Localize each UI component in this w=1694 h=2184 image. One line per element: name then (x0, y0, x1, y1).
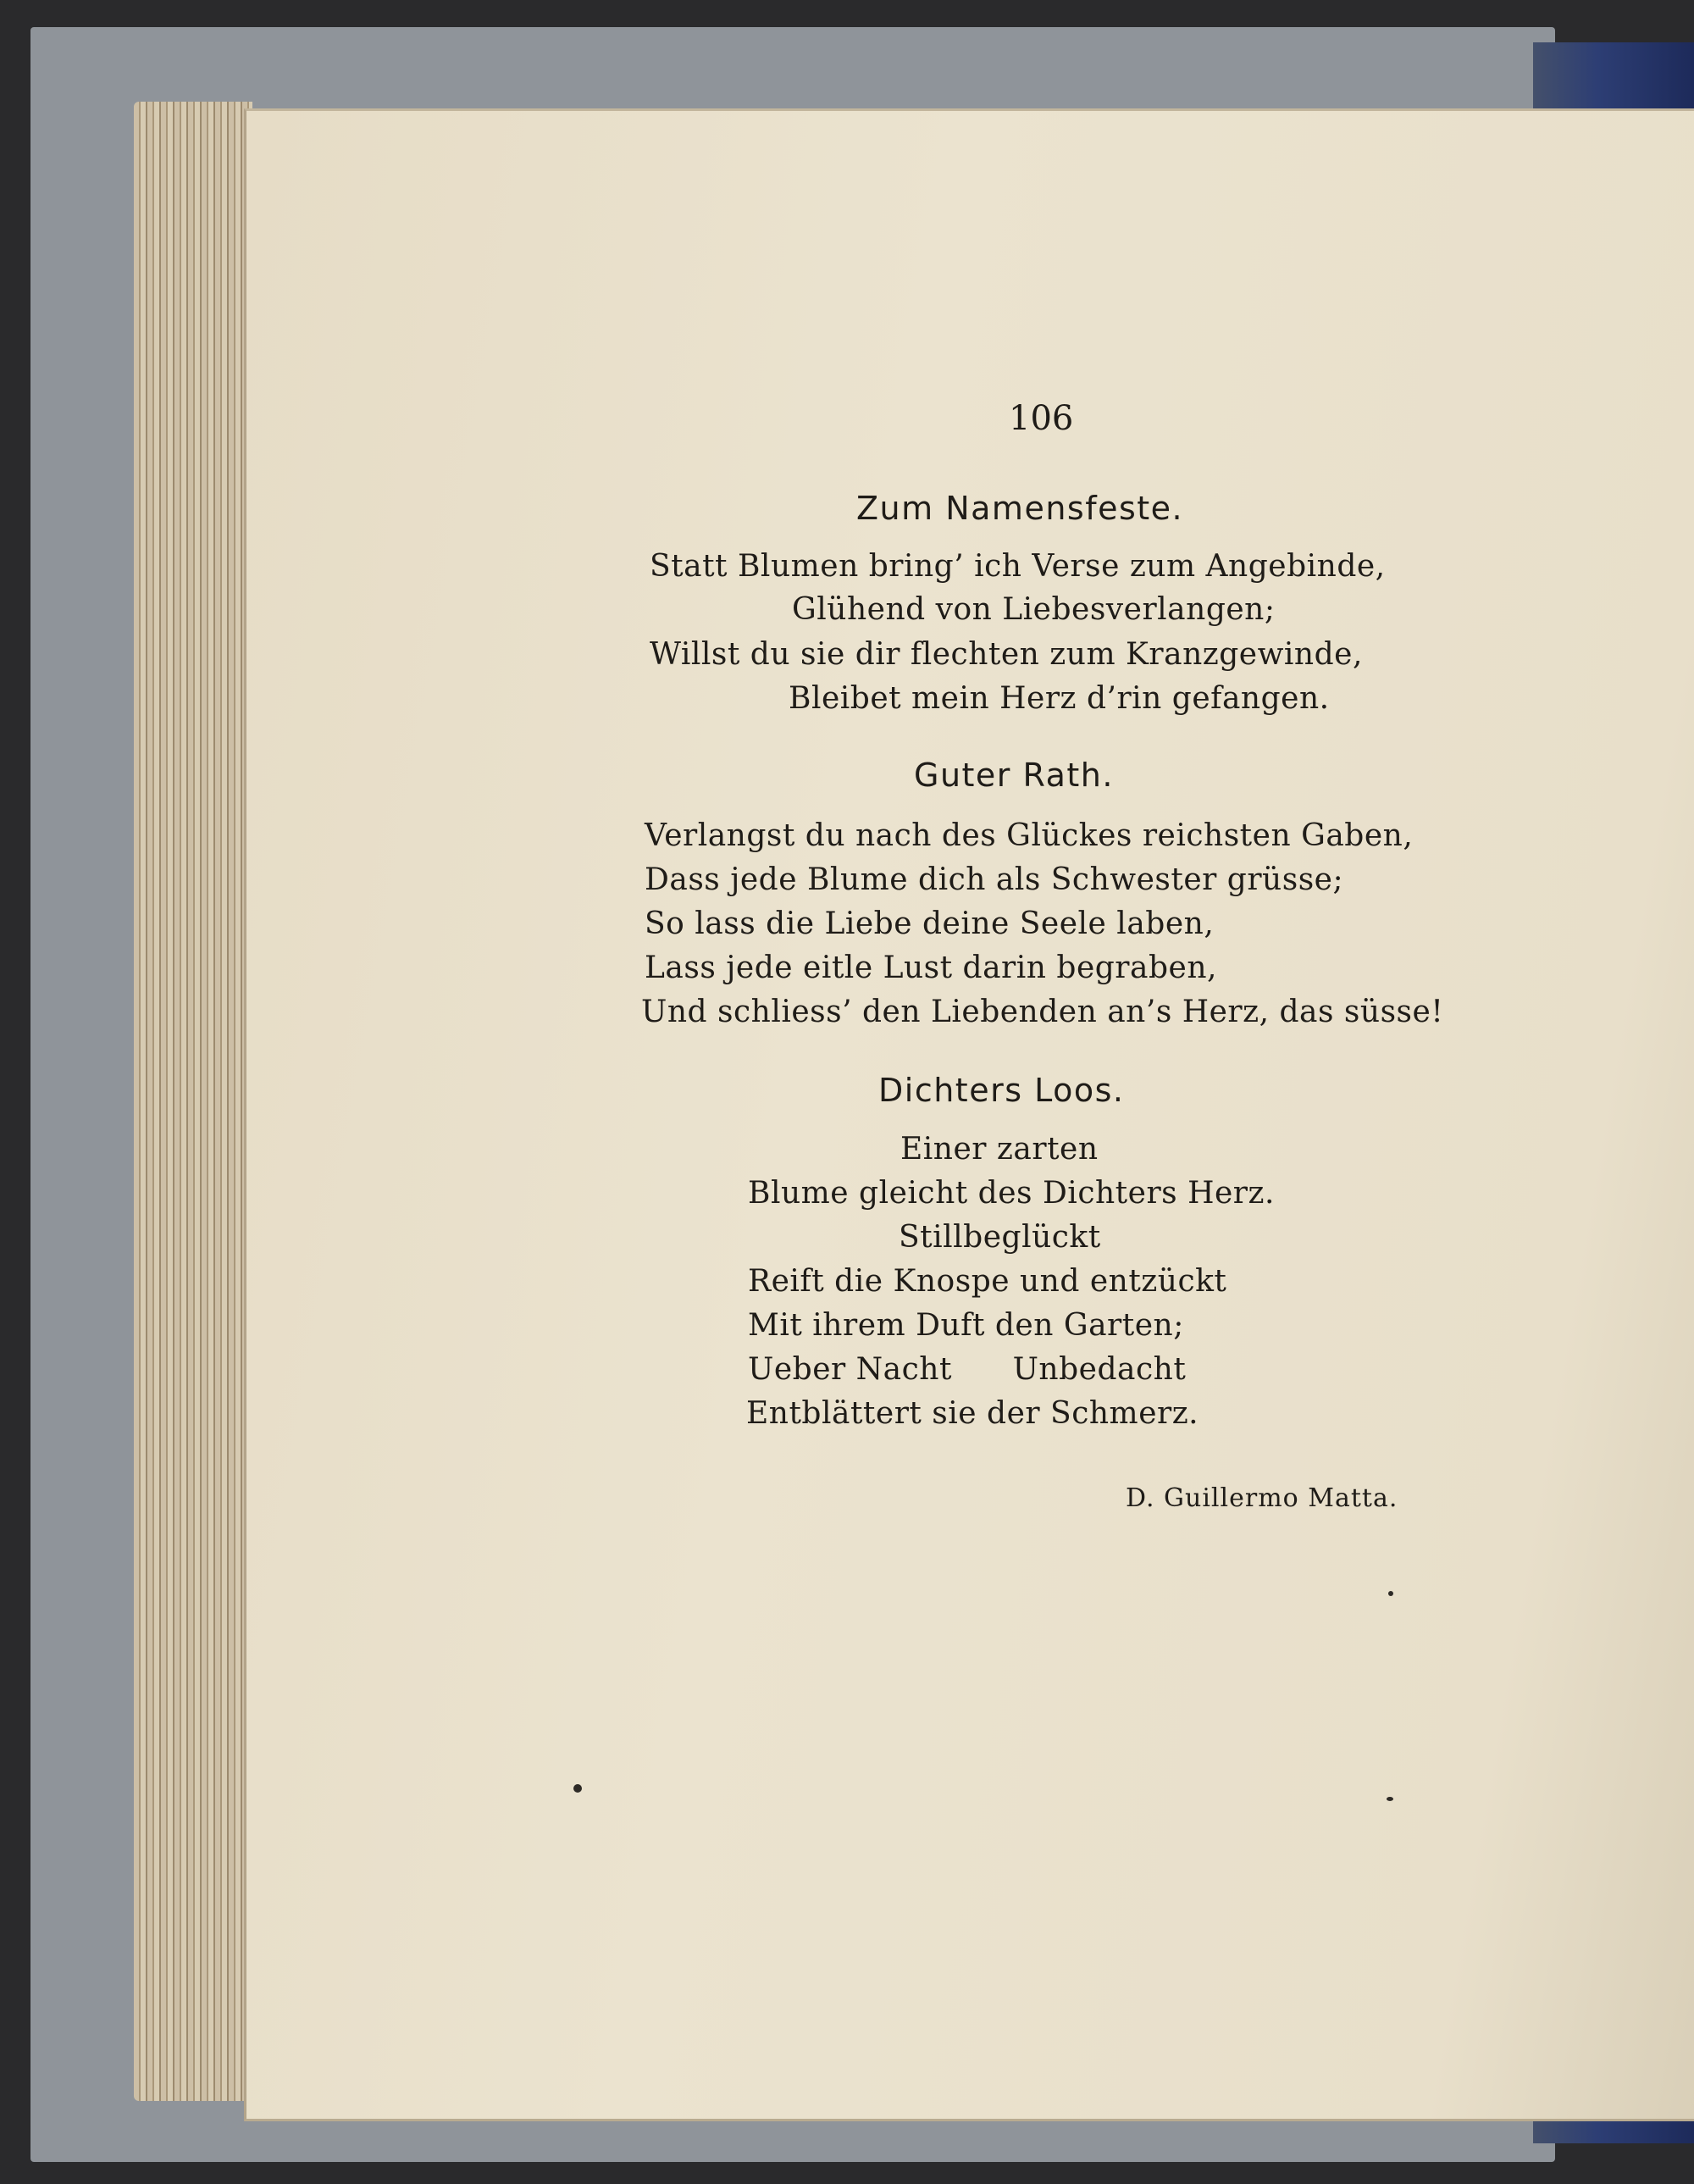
poem-title-dichters-loos: Dichters Loos. (878, 1072, 1125, 1109)
poem-line: Blume gleicht des Dichters Herz. (748, 1176, 1275, 1211)
poem-line: Bleibet mein Herz d’rin gefangen. (789, 681, 1330, 716)
poem-line: Dass jede Blume dich als Schwester grüsse; (645, 862, 1344, 897)
poem-line: Einer zarten (900, 1132, 1099, 1167)
poem-line: Stillbeglückt (899, 1220, 1101, 1255)
poem-line: So lass die Liebe deine Seele laben, (645, 906, 1215, 941)
poem-line: Glühend von Liebesverlangen; (792, 592, 1276, 627)
poem-title-namensfeste: Zum Namensfeste. (856, 490, 1184, 527)
paper-speck (573, 1784, 582, 1793)
poem-line: Verlangst du nach des Glückes reichsten Gaben, (645, 818, 1414, 853)
poem-line: Entblättert sie der Schmerz. (746, 1396, 1199, 1431)
page-number-text: 106 (1009, 399, 1074, 438)
poem-line: Reift die Knospe und entzückt (748, 1264, 1227, 1299)
poem-line: Ueber Nacht Unbedacht (748, 1352, 1187, 1387)
paper-speck (1388, 1591, 1393, 1596)
poem-line: Lass jede eitle Lust darin begraben, (645, 951, 1217, 985)
poem-line: Mit ihrem Duft den Garten; (748, 1308, 1184, 1343)
paper-speck (1387, 1797, 1393, 1801)
poem-line: Statt Blumen bring’ ich Verse zum Angebinde, (650, 549, 1386, 584)
page-stack-edges (134, 102, 252, 2101)
author-signature: D. Guillermo Matta. (1126, 1483, 1398, 1513)
poem-title-guter-rath: Guter Rath. (914, 757, 1114, 794)
poem-line: Und schliess’ den Liebenden an’s Herz, das süsse! (641, 995, 1444, 1029)
book-page (244, 108, 1694, 2121)
poem-line: Willst du sie dir flechten zum Kranzgewinde, (650, 637, 1363, 672)
